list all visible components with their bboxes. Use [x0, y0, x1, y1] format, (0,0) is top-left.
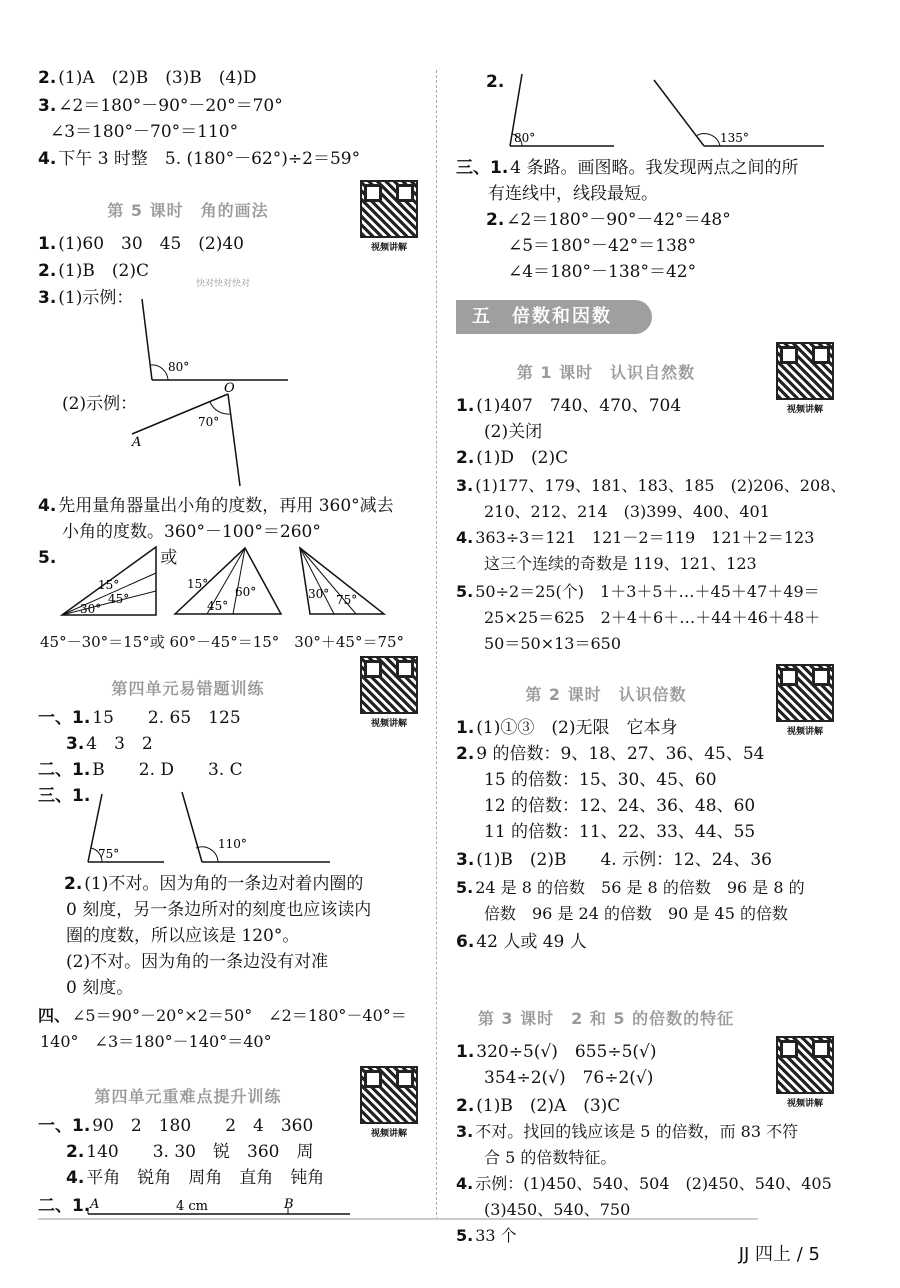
- column-divider: [436, 70, 437, 1220]
- answer-line: 三、1. 4 条路。画图略。我发现两点之间的所: [456, 158, 799, 178]
- answer-line: 354÷2(√) 76÷2(√): [484, 1068, 654, 1088]
- answer-line: 6. 42 人或 49 人: [456, 932, 587, 952]
- answer-line: 2. 9 的倍数：9、18、27、36、45、54: [456, 744, 765, 764]
- answer-line: 合 5 的倍数特征。: [484, 1148, 617, 1167]
- answer-line: 3. 不对。找回的钱应该是 5 的倍数，而 83 不符: [456, 1122, 799, 1141]
- answer-line: 3. (1)示例：: [38, 288, 134, 308]
- svg-text:O: O: [224, 382, 235, 396]
- answer-line: (2)关闭: [484, 422, 543, 442]
- answer-line: 四、 ∠5＝90°－20°×2＝50° ∠2＝180°－40°＝: [38, 1006, 407, 1025]
- answer-line: 3. 4 3 2: [66, 734, 153, 754]
- answer-line: ∠5＝180°－42°＝138°: [508, 236, 697, 256]
- qr-code[interactable]: 视频讲解: [776, 1036, 834, 1109]
- svg-text:30°: 30°: [80, 602, 102, 616]
- answer-line: 2. 140 3. 30 锐 360 周: [66, 1142, 314, 1162]
- answer-line: 小角的度数。360°－100°＝260°: [62, 522, 321, 542]
- answer-line: 2. (1)B (2)A (3)C: [456, 1096, 621, 1116]
- answer-line: 这三个连续的奇数是 119、121、123: [484, 554, 757, 573]
- angle-drawings: [82, 790, 332, 866]
- qr-code[interactable]: 视频讲解: [360, 180, 418, 253]
- answer-line: 2. (1)A (2)B (3)B (4)D: [38, 68, 257, 88]
- answer-line: 4. 下午 3 时整 5. (180°－62°)÷2＝59°: [38, 149, 361, 169]
- svg-text:110°: 110°: [218, 837, 247, 851]
- svg-text:4 cm: 4 cm: [176, 1199, 209, 1214]
- angle-label: 80°: [168, 360, 190, 374]
- answer-line: 1. (1)60 30 45 (2)40: [38, 234, 244, 254]
- svg-text:70°: 70°: [198, 415, 220, 429]
- answer-line: 0 刻度，另一条边所对的刻度也应该读内: [66, 900, 372, 920]
- svg-text:15°: 15°: [98, 578, 120, 592]
- angle-70-figure: [128, 382, 248, 490]
- svg-text:75°: 75°: [98, 847, 120, 861]
- answer-line: 三、1.: [38, 786, 91, 806]
- answer-line: ∠4＝180°－138°＝42°: [508, 262, 697, 282]
- answer-line: 4. 示例：(1)450、540、504 (2)450、540、405: [456, 1174, 832, 1193]
- answer-line: 1. 320÷5(√) 655÷5(√): [456, 1042, 657, 1062]
- answer-line: 2. (1)不对。因为角的一条边对着内圈的: [64, 874, 364, 894]
- answer-line: 3. (1)B (2)B 4. 示例：12、24、36: [456, 850, 772, 870]
- footer-rule: [38, 1218, 758, 1220]
- svg-text:75°: 75°: [336, 593, 358, 607]
- answer-line: 3. (1)177、179、181、183、185 (2)206、208、: [456, 476, 847, 495]
- svg-text:B: B: [284, 1197, 294, 1212]
- qr-code[interactable]: 视频讲解: [360, 1066, 418, 1139]
- answer-line: 4. 363÷3＝121 121－2＝119 121＋2＝123: [456, 528, 815, 547]
- answer-line: 3. ∠2＝180°－90°－20°＝70°: [38, 96, 283, 116]
- answer-line: 一、1. 90 2 180 2 4 360: [38, 1116, 314, 1136]
- answer-line: 圈的度数，所以应该是 120°。: [66, 926, 300, 946]
- answer-line: 11 的倍数：11、22、33、44、55: [484, 822, 756, 842]
- svg-text:60°: 60°: [235, 585, 257, 599]
- section-title: 第四单元重难点提升训练: [94, 1087, 282, 1106]
- svg-text:80°: 80°: [514, 131, 536, 145]
- answer-line: 4. 先用量角器量出小角的度数，再用 360°减去: [38, 496, 394, 516]
- answer-line: 210、212、214 (3)399、400、401: [484, 502, 770, 521]
- answer-line: 2.: [486, 72, 505, 92]
- answer-line: (2)不对。因为角的一条边没有对准: [66, 952, 329, 972]
- answer-line: 50＝50×13＝650: [484, 634, 622, 653]
- qr-code[interactable]: 视频讲解: [776, 664, 834, 737]
- svg-text:A: A: [90, 1197, 100, 1212]
- svg-text:135°: 135°: [720, 131, 749, 145]
- answer-line: (3)450、540、750: [484, 1200, 631, 1219]
- answer-line: 2. ∠2＝180°－90°－42°＝48°: [486, 210, 731, 230]
- section-title: 第四单元易错题训练: [111, 679, 265, 698]
- section-title: 第 3 课时 2 和 5 的倍数的特征: [477, 1009, 735, 1028]
- answer-line: 25×25＝625 2＋4＋6＋…＋44＋46＋48＋: [484, 608, 821, 627]
- unit-banner: 五 倍数和因数: [456, 300, 652, 334]
- section-title: 第 1 课时 认识自然数: [516, 363, 696, 382]
- answer-line: 二、1. B 2. D 3. C: [38, 760, 243, 780]
- answer-line: 倍数 96 是 24 的倍数 90 是 45 的倍数: [484, 904, 788, 923]
- answer-line: 5. 50÷2＝25(个) 1＋3＋5＋…＋45＋47＋49＝: [456, 582, 820, 601]
- answer-line: 12 的倍数：12、24、36、48、60: [484, 796, 756, 816]
- answer-line: 一、1. 15 2. 65 125: [38, 708, 241, 728]
- answer-line: (2)示例：: [62, 394, 138, 414]
- qr-code[interactable]: 视频讲解: [776, 342, 834, 415]
- segment-figure: [84, 1194, 354, 1218]
- angle-drawings: [504, 72, 824, 152]
- answer-line: 2. (1)D (2)C: [456, 448, 569, 468]
- svg-text:A: A: [132, 435, 142, 450]
- svg-text:45°: 45°: [108, 592, 130, 606]
- angle-80-figure: [138, 295, 298, 385]
- page-footer: JJ 四上 / 5: [738, 1244, 820, 1265]
- answer-line: 5. 33 个: [456, 1226, 517, 1245]
- watermark: 快对快对快对: [196, 279, 251, 289]
- answer-line: 4. 平角 锐角 周角 直角 钝角: [66, 1168, 325, 1188]
- svg-text:15°: 15°: [187, 577, 209, 591]
- triangle-figure-3: [298, 546, 388, 618]
- answer-line: 15 的倍数：15、30、45、60: [484, 770, 717, 790]
- answer-line: 5. 24 是 8 的倍数 56 是 8 的倍数 96 是 8 的: [456, 878, 805, 897]
- answer-line: 1. (1)①③ (2)无限 它本身: [456, 718, 678, 738]
- answer-line: 5. 或: [38, 548, 178, 568]
- answer-line: 1. (1)407 740、470、704: [456, 396, 682, 416]
- answer-line: 0 刻度。: [66, 978, 134, 998]
- answer-line: 45°－30°＝15°或 60°－45°＝15° 30°＋45°＝75°: [40, 633, 405, 651]
- answer-line: 有连线中，线段最短。: [488, 184, 658, 204]
- section-title: 第 5 课时 角的画法: [107, 201, 269, 220]
- answer-line: 二、1.: [38, 1196, 91, 1216]
- svg-text:45°: 45°: [207, 599, 229, 613]
- section-title: 第 2 课时 认识倍数: [525, 685, 687, 704]
- triangle-figure-2: [173, 546, 283, 618]
- triangle-figure-1: [60, 545, 162, 619]
- answer-line: 2. (1)B (2)C: [38, 261, 149, 281]
- answer-line: 140° ∠3＝180°－140°＝40°: [40, 1032, 272, 1051]
- svg-text:30°: 30°: [308, 587, 330, 601]
- answer-line: ∠3＝180°－70°＝110°: [50, 122, 239, 142]
- qr-code[interactable]: 视频讲解: [360, 656, 418, 729]
